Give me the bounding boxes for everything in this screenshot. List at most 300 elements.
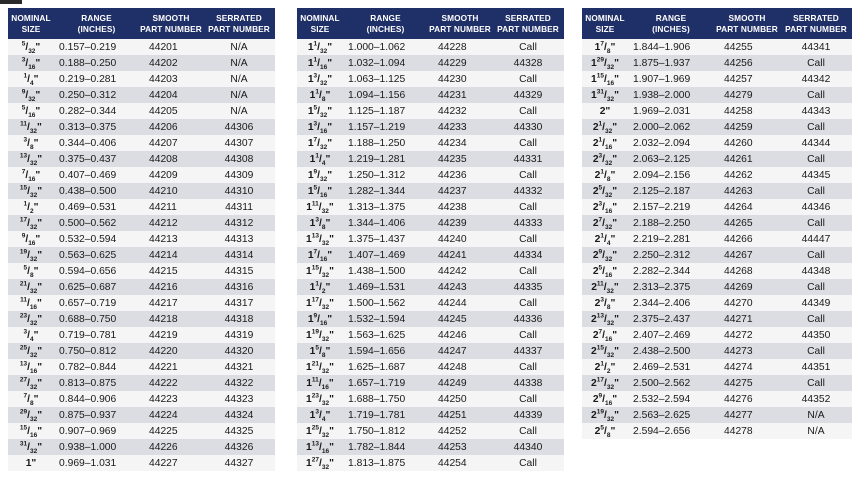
- table-row: [297, 71, 564, 87]
- range-cell: 2.532–2.594: [628, 391, 714, 407]
- serrated-part-number-cell: Call: [492, 199, 564, 215]
- table-row: [8, 327, 275, 343]
- range-cell: 2.250–2.312: [628, 247, 714, 263]
- range-cell: 0.688–0.750: [54, 311, 139, 327]
- smooth-part-number-cell: 44274: [714, 359, 780, 375]
- serrated-part-number-cell: 44341: [780, 39, 852, 55]
- table-row: [8, 247, 275, 263]
- table-row: [297, 263, 564, 279]
- smooth-part-number-cell: 44211: [139, 199, 203, 215]
- range-cell: 1.157–1.219: [343, 119, 428, 135]
- nominal-size-cell: $1^{11}/_{16}$": [297, 375, 343, 391]
- range-cell: 1.813–1.875: [343, 455, 428, 471]
- smooth-part-number-cell: 44228: [428, 39, 492, 55]
- serrated-part-number-cell: Call: [492, 135, 564, 151]
- table-row: [582, 327, 852, 343]
- serrated-part-number-cell: 44447: [780, 231, 852, 247]
- nominal-size-cell: $1^{15}/_{32}$": [297, 263, 343, 279]
- nominal-size-cell: $2^1/_8$": [582, 167, 628, 183]
- range-cell: 0.219–0.281: [54, 71, 139, 87]
- smooth-part-number-cell: 44213: [139, 231, 203, 247]
- nominal-size-cell: $2^3/_{16}$": [582, 199, 628, 215]
- col-header-nominal-size: NOMINAL SIZE: [297, 8, 343, 39]
- range-cell: 0.157–0.219: [54, 39, 139, 55]
- nominal-size-cell: $2^1/_{16}$": [582, 135, 628, 151]
- serrated-part-number-cell: 44335: [492, 279, 564, 295]
- smooth-part-number-cell: 44232: [428, 103, 492, 119]
- table-row: [582, 263, 852, 279]
- table-row: [297, 183, 564, 199]
- nominal-size-cell: $2^{15}/_{32}$": [582, 343, 628, 359]
- range-cell: 1.969–2.031: [628, 103, 714, 119]
- nominal-size-cell: $^7/_{16}$": [8, 167, 54, 183]
- range-cell: 1.719–1.781: [343, 407, 428, 423]
- table-row: [582, 279, 852, 295]
- serrated-part-number-cell: N/A: [203, 71, 275, 87]
- serrated-part-number-cell: 44339: [492, 407, 564, 423]
- col-header-smooth-part-number: SMOOTH PART NUMBER: [139, 8, 203, 39]
- table-row: [297, 247, 564, 263]
- serrated-part-number-cell: Call: [492, 167, 564, 183]
- serrated-part-number-cell: Call: [780, 119, 852, 135]
- table-row: [582, 407, 852, 423]
- table-row: [8, 119, 275, 135]
- nominal-size-cell: $2^5/_{16}$": [582, 263, 628, 279]
- smooth-part-number-cell: 44241: [428, 247, 492, 263]
- table-row: [582, 119, 852, 135]
- smooth-part-number-cell: 44234: [428, 135, 492, 151]
- size-table-1: [8, 8, 275, 471]
- smooth-part-number-cell: 44201: [139, 39, 203, 55]
- smooth-part-number-cell: 44216: [139, 279, 203, 295]
- nominal-size-cell: $1^9/_{32}$": [297, 167, 343, 183]
- table-row: [297, 55, 564, 71]
- nominal-size-cell: $1^5/_{32}$": [297, 103, 343, 119]
- serrated-part-number-cell: N/A: [780, 407, 852, 423]
- size-table-2: [297, 8, 564, 471]
- smooth-part-number-cell: 44264: [714, 199, 780, 215]
- range-cell: 2.188–2.250: [628, 215, 714, 231]
- range-cell: 1.625–1.687: [343, 359, 428, 375]
- serrated-part-number-cell: Call: [492, 263, 564, 279]
- serrated-part-number-cell: Call: [780, 215, 852, 231]
- table-row: [297, 103, 564, 119]
- serrated-part-number-cell: Call: [492, 327, 564, 343]
- range-cell: 1.438–1.500: [343, 263, 428, 279]
- smooth-part-number-cell: 44236: [428, 167, 492, 183]
- table-row: [582, 167, 852, 183]
- table-row: [582, 183, 852, 199]
- nominal-size-cell: $2^5/_8$": [582, 423, 628, 439]
- range-cell: 2.500–2.562: [628, 375, 714, 391]
- col-header-smooth-part-number: SMOOTH PART NUMBER: [428, 8, 492, 39]
- table-row: [582, 375, 852, 391]
- table-row: [297, 39, 564, 55]
- range-cell: 0.657–0.719: [54, 295, 139, 311]
- serrated-part-number-cell: 44327: [203, 455, 275, 471]
- table-row: [297, 391, 564, 407]
- smooth-part-number-cell: 44240: [428, 231, 492, 247]
- serrated-part-number-cell: 44336: [492, 311, 564, 327]
- nominal-size-cell: $1^{21}/_{32}$": [297, 359, 343, 375]
- smooth-part-number-cell: 44221: [139, 359, 203, 375]
- smooth-part-number-cell: 44231: [428, 87, 492, 103]
- range-cell: 1.469–1.531: [343, 279, 428, 295]
- table-body: [297, 39, 564, 471]
- nominal-size-cell: $2^3/_8$": [582, 295, 628, 311]
- range-cell: 0.375–0.437: [54, 151, 139, 167]
- nominal-size-cell: $^3/_4$": [8, 327, 54, 343]
- range-cell: 1.594–1.656: [343, 343, 428, 359]
- smooth-part-number-cell: 44233: [428, 119, 492, 135]
- nominal-size-cell: $1^1/_8$": [297, 87, 343, 103]
- table-row: [8, 87, 275, 103]
- nominal-size-cell: $2^{11}/_{32}$": [582, 279, 628, 295]
- smooth-part-number-cell: 44204: [139, 87, 203, 103]
- table-row: [8, 423, 275, 439]
- table-row: [582, 423, 852, 439]
- nominal-size-cell: $1^1/_4$": [297, 151, 343, 167]
- table-row: [297, 359, 564, 375]
- table-row: [8, 103, 275, 119]
- nominal-size-cell: $^{23}/_{32}$": [8, 311, 54, 327]
- nominal-size-cell: $2^1/_{32}$": [582, 119, 628, 135]
- table-row: [8, 215, 275, 231]
- serrated-part-number-cell: 44338: [492, 375, 564, 391]
- table-row: [582, 215, 852, 231]
- table-row: [8, 407, 275, 423]
- range-cell: 0.875–0.937: [54, 407, 139, 423]
- table-row: [582, 247, 852, 263]
- table-row: [8, 455, 275, 471]
- range-cell: 2.594–2.656: [628, 423, 714, 439]
- serrated-part-number-cell: 44307: [203, 135, 275, 151]
- serrated-part-number-cell: Call: [780, 279, 852, 295]
- smooth-part-number-cell: 44227: [139, 455, 203, 471]
- range-cell: 0.344–0.406: [54, 135, 139, 151]
- range-cell: 1.782–1.844: [343, 439, 428, 455]
- serrated-part-number-cell: 44331: [492, 151, 564, 167]
- nominal-size-cell: $^{11}/_{16}$": [8, 295, 54, 311]
- serrated-part-number-cell: 44309: [203, 167, 275, 183]
- nominal-size-cell: 2": [582, 103, 628, 119]
- nominal-size-cell: $1^3/_{16}$": [297, 119, 343, 135]
- smooth-part-number-cell: 44226: [139, 439, 203, 455]
- top-edge-mark: [0, 0, 22, 4]
- smooth-part-number-cell: 44207: [139, 135, 203, 151]
- table-row: [582, 359, 852, 375]
- col-header-range: RANGE (INCHES): [343, 8, 428, 39]
- table-row: [297, 135, 564, 151]
- serrated-part-number-cell: 44349: [780, 295, 852, 311]
- nominal-size-cell: 1": [8, 455, 54, 471]
- smooth-part-number-cell: 44251: [428, 407, 492, 423]
- nominal-size-cell: $1^{23}/_{32}$": [297, 391, 343, 407]
- range-cell: 1.907–1.969: [628, 71, 714, 87]
- nominal-size-cell: $1^3/_{32}$": [297, 71, 343, 87]
- smooth-part-number-cell: 44261: [714, 151, 780, 167]
- range-cell: 1.500–1.562: [343, 295, 428, 311]
- range-cell: 0.938–1.000: [54, 439, 139, 455]
- table-row: [297, 87, 564, 103]
- serrated-part-number-cell: 44320: [203, 343, 275, 359]
- smooth-part-number-cell: 44256: [714, 55, 780, 71]
- serrated-part-number-cell: Call: [780, 183, 852, 199]
- smooth-part-number-cell: 44255: [714, 39, 780, 55]
- nominal-size-cell: $1^3/_8$": [297, 215, 343, 231]
- smooth-part-number-cell: 44268: [714, 263, 780, 279]
- serrated-part-number-cell: 44346: [780, 199, 852, 215]
- table-row: [582, 311, 852, 327]
- smooth-part-number-cell: 44223: [139, 391, 203, 407]
- serrated-part-number-cell: 44318: [203, 311, 275, 327]
- table-row: [297, 343, 564, 359]
- smooth-part-number-cell: 44237: [428, 183, 492, 199]
- serrated-part-number-cell: Call: [780, 311, 852, 327]
- smooth-part-number-cell: 44239: [428, 215, 492, 231]
- range-cell: 0.438–0.500: [54, 183, 139, 199]
- range-cell: 1.000–1.062: [343, 39, 428, 55]
- header-row: [8, 8, 275, 39]
- serrated-part-number-cell: 44343: [780, 103, 852, 119]
- nominal-size-cell: $1^{25}/_{32}$": [297, 423, 343, 439]
- nominal-size-cell: $^5/_{16}$": [8, 103, 54, 119]
- range-cell: 2.282–2.344: [628, 263, 714, 279]
- table-row: [582, 87, 852, 103]
- serrated-part-number-cell: 44319: [203, 327, 275, 343]
- nominal-size-cell: $^{17}/_{32}$": [8, 215, 54, 231]
- range-cell: 0.719–0.781: [54, 327, 139, 343]
- table-row: [8, 359, 275, 375]
- nominal-size-cell: $^{13}/_{32}$": [8, 151, 54, 167]
- table-row: [297, 231, 564, 247]
- serrated-part-number-cell: 44342: [780, 71, 852, 87]
- table-row: [582, 71, 852, 87]
- smooth-part-number-cell: 44252: [428, 423, 492, 439]
- smooth-part-number-cell: 44271: [714, 311, 780, 327]
- smooth-part-number-cell: 44218: [139, 311, 203, 327]
- serrated-part-number-cell: Call: [492, 455, 564, 471]
- range-cell: 0.750–0.812: [54, 343, 139, 359]
- nominal-size-cell: $1^{29}/_{32}$": [582, 55, 628, 71]
- smooth-part-number-cell: 44235: [428, 151, 492, 167]
- table-row: [582, 391, 852, 407]
- table-row: [8, 183, 275, 199]
- nominal-size-cell: $1^7/_8$": [582, 39, 628, 55]
- range-cell: 0.313–0.375: [54, 119, 139, 135]
- serrated-part-number-cell: 44314: [203, 247, 275, 263]
- serrated-part-number-cell: 44348: [780, 263, 852, 279]
- smooth-part-number-cell: 44259: [714, 119, 780, 135]
- serrated-part-number-cell: N/A: [203, 103, 275, 119]
- range-cell: 0.563–0.625: [54, 247, 139, 263]
- range-cell: 0.782–0.844: [54, 359, 139, 375]
- smooth-part-number-cell: 44275: [714, 375, 780, 391]
- range-cell: 0.500–0.562: [54, 215, 139, 231]
- smooth-part-number-cell: 44215: [139, 263, 203, 279]
- range-cell: 1.282–1.344: [343, 183, 428, 199]
- table-row: [297, 455, 564, 471]
- smooth-part-number-cell: 44225: [139, 423, 203, 439]
- nominal-size-cell: $^{13}/_{16}$": [8, 359, 54, 375]
- range-cell: 1.032–1.094: [343, 55, 428, 71]
- table-row: [582, 39, 852, 55]
- serrated-part-number-cell: 44312: [203, 215, 275, 231]
- table-row: [582, 231, 852, 247]
- serrated-part-number-cell: 44337: [492, 343, 564, 359]
- nominal-size-cell: $1^{17}/_{32}$": [297, 295, 343, 311]
- serrated-part-number-cell: 44329: [492, 87, 564, 103]
- serrated-part-number-cell: Call: [492, 103, 564, 119]
- nominal-size-cell: $^{11}/_{32}$": [8, 119, 54, 135]
- table-row: [8, 151, 275, 167]
- smooth-part-number-cell: 44260: [714, 135, 780, 151]
- col-header-nominal-size: NOMINAL SIZE: [8, 8, 54, 39]
- smooth-part-number-cell: 44265: [714, 215, 780, 231]
- serrated-part-number-cell: 44311: [203, 199, 275, 215]
- smooth-part-number-cell: 44267: [714, 247, 780, 263]
- smooth-part-number-cell: 44262: [714, 167, 780, 183]
- smooth-part-number-cell: 44272: [714, 327, 780, 343]
- smooth-part-number-cell: 44212: [139, 215, 203, 231]
- range-cell: 2.000–2.062: [628, 119, 714, 135]
- smooth-part-number-cell: 44263: [714, 183, 780, 199]
- smooth-part-number-cell: 44278: [714, 423, 780, 439]
- nominal-size-cell: $1^{31}/_{32}$": [582, 87, 628, 103]
- smooth-part-number-cell: 44269: [714, 279, 780, 295]
- table-row: [297, 423, 564, 439]
- smooth-part-number-cell: 44222: [139, 375, 203, 391]
- nominal-size-cell: $1^7/_{32}$": [297, 135, 343, 151]
- serrated-part-number-cell: Call: [780, 55, 852, 71]
- table-row: [582, 135, 852, 151]
- range-cell: 1.313–1.375: [343, 199, 428, 215]
- nominal-size-cell: $^1/_2$": [8, 199, 54, 215]
- table-row: [8, 263, 275, 279]
- range-cell: 1.375–1.437: [343, 231, 428, 247]
- table-row: [8, 199, 275, 215]
- range-cell: 1.125–1.187: [343, 103, 428, 119]
- smooth-part-number-cell: 44270: [714, 295, 780, 311]
- serrated-part-number-cell: N/A: [203, 55, 275, 71]
- serrated-part-number-cell: N/A: [780, 423, 852, 439]
- nominal-size-cell: $1^5/_{16}$": [297, 183, 343, 199]
- smooth-part-number-cell: 44217: [139, 295, 203, 311]
- range-cell: 2.407–2.469: [628, 327, 714, 343]
- serrated-part-number-cell: N/A: [203, 39, 275, 55]
- smooth-part-number-cell: 44276: [714, 391, 780, 407]
- serrated-part-number-cell: 44310: [203, 183, 275, 199]
- serrated-part-number-cell: Call: [780, 87, 852, 103]
- nominal-size-cell: $2^5/_{32}$": [582, 183, 628, 199]
- smooth-part-number-cell: 44208: [139, 151, 203, 167]
- range-cell: 0.594–0.656: [54, 263, 139, 279]
- serrated-part-number-cell: 44334: [492, 247, 564, 263]
- table-body: [582, 39, 852, 439]
- serrated-part-number-cell: 44317: [203, 295, 275, 311]
- nominal-size-cell: $2^{13}/_{32}$": [582, 311, 628, 327]
- smooth-part-number-cell: 44254: [428, 455, 492, 471]
- range-cell: 0.625–0.687: [54, 279, 139, 295]
- table-body: [8, 39, 275, 471]
- table-row: [8, 231, 275, 247]
- serrated-part-number-cell: 44306: [203, 119, 275, 135]
- smooth-part-number-cell: 44273: [714, 343, 780, 359]
- serrated-part-number-cell: Call: [492, 71, 564, 87]
- range-cell: 1.188–1.250: [343, 135, 428, 151]
- range-cell: 2.313–2.375: [628, 279, 714, 295]
- range-cell: 1.063–1.125: [343, 71, 428, 87]
- nominal-size-cell: $2^{17}/_{32}$": [582, 375, 628, 391]
- range-cell: 1.657–1.719: [343, 375, 428, 391]
- serrated-part-number-cell: Call: [780, 151, 852, 167]
- smooth-part-number-cell: 44238: [428, 199, 492, 215]
- smooth-part-number-cell: 44246: [428, 327, 492, 343]
- table-row: [8, 343, 275, 359]
- range-cell: 2.157–2.219: [628, 199, 714, 215]
- nominal-size-cell: $1^5/_8$": [297, 343, 343, 359]
- serrated-part-number-cell: 44316: [203, 279, 275, 295]
- serrated-part-number-cell: 44333: [492, 215, 564, 231]
- table-row: [8, 55, 275, 71]
- nominal-size-cell: $^{15}/_{16}$": [8, 423, 54, 439]
- smooth-part-number-cell: 44279: [714, 87, 780, 103]
- table-row: [297, 407, 564, 423]
- table-row: [297, 327, 564, 343]
- nominal-size-cell: $^{15}/_{32}$": [8, 183, 54, 199]
- table-row: [8, 311, 275, 327]
- serrated-part-number-cell: 44345: [780, 167, 852, 183]
- smooth-part-number-cell: 44214: [139, 247, 203, 263]
- table-row: [297, 375, 564, 391]
- serrated-part-number-cell: Call: [780, 375, 852, 391]
- range-cell: 2.469–2.531: [628, 359, 714, 375]
- header-row: [297, 8, 564, 39]
- nominal-size-cell: $1^1/_{16}$": [297, 55, 343, 71]
- nominal-size-cell: $^9/_{32}$": [8, 87, 54, 103]
- table-row: [582, 55, 852, 71]
- serrated-part-number-cell: Call: [780, 343, 852, 359]
- serrated-part-number-cell: 44322: [203, 375, 275, 391]
- table-row: [582, 199, 852, 215]
- range-cell: 2.219–2.281: [628, 231, 714, 247]
- table-row: [297, 295, 564, 311]
- nominal-size-cell: $^{31}/_{32}$": [8, 439, 54, 455]
- nominal-size-cell: $2^3/_{32}$": [582, 151, 628, 167]
- table-row: [582, 151, 852, 167]
- range-cell: 1.094–1.156: [343, 87, 428, 103]
- table-row: [297, 199, 564, 215]
- smooth-part-number-cell: 44247: [428, 343, 492, 359]
- smooth-part-number-cell: 44253: [428, 439, 492, 455]
- nominal-size-cell: $1^{27}/_{32}$": [297, 455, 343, 471]
- table-row: [8, 391, 275, 407]
- smooth-part-number-cell: 44248: [428, 359, 492, 375]
- range-cell: 0.813–0.875: [54, 375, 139, 391]
- nominal-size-cell: $1^{13}/_{16}$": [297, 439, 343, 455]
- range-cell: 1.344–1.406: [343, 215, 428, 231]
- table-row: [8, 375, 275, 391]
- range-cell: 1.563–1.625: [343, 327, 428, 343]
- nominal-size-cell: $^{29}/_{32}$": [8, 407, 54, 423]
- size-table-3: [582, 8, 852, 439]
- range-cell: 0.844–0.906: [54, 391, 139, 407]
- nominal-size-cell: $^7/_8$": [8, 391, 54, 407]
- nominal-size-cell: $^5/_8$": [8, 263, 54, 279]
- range-cell: 1.219–1.281: [343, 151, 428, 167]
- smooth-part-number-cell: 44219: [139, 327, 203, 343]
- range-cell: 2.125–2.187: [628, 183, 714, 199]
